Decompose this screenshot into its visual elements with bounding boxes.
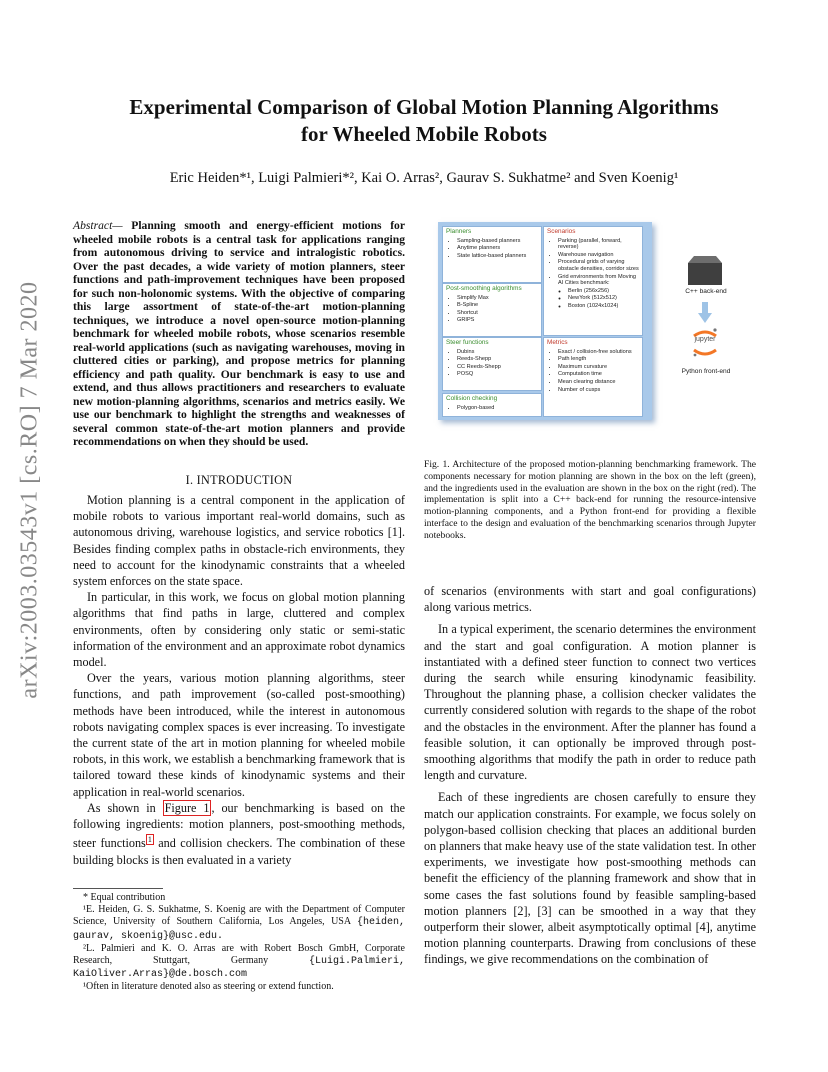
paper-title: [60, 94, 788, 148]
scenarios-box: [543, 226, 643, 336]
title-line-1: Experimental Comparison of Global Motion Planning Algorithms: [129, 95, 719, 119]
paragraph: In particular, in this work, we focus on global motion planning algorithms that find paths in large, cluttered and complex environments, often by considering only static or semi-static information of the environment and an approximate robot dynamics model.: [73, 590, 405, 670]
list-item: • Computation time: [558, 371, 642, 378]
box-heading: Post-smoothing algorithms: [446, 285, 522, 292]
list-item: • Number of cusps: [558, 387, 642, 394]
list-item: • Shortcut: [457, 310, 541, 317]
box-heading: Scenarios: [547, 228, 576, 235]
cpp-backend-icon: [688, 256, 722, 286]
box-heading: Metrics: [547, 339, 568, 346]
section-heading-introduction: I. INTRODUCTION: [185, 473, 293, 487]
list-item: • Procedural grids of varying obstacle densities, corridor sizes: [558, 259, 642, 272]
abstract-label: Abstract—: [73, 219, 123, 232]
list-item: • CC Reeds-Shepp: [457, 364, 541, 371]
footnote-equal: * Equal contribution: [83, 892, 166, 903]
figure-1-link[interactable]: Figure 1: [164, 800, 210, 815]
list-item: • Mean clearing distance: [558, 379, 642, 386]
footnote-steer: ¹Often in literature denoted also as steering or extend function.: [83, 981, 334, 993]
footnote-affiliation-1: [73, 904, 405, 943]
jupyter-label: jupyter: [694, 336, 716, 343]
arrow-down-icon: [698, 302, 712, 324]
box-heading: Planners: [446, 228, 472, 235]
text-run: ²L. Palmieri and K. O. Arras are with Robert Bosch GmbH, Corporate Research, Stuttgart, Germany: [73, 942, 405, 967]
text-run: Grid environments from Moving AI Cities benchmark:: [558, 273, 637, 287]
list-item: • Sampling-based planners: [457, 238, 541, 245]
list-item: • Warehouse navigation: [558, 252, 642, 259]
author-list: Eric Heiden*¹, Luigi Palmieri*², Kai O. Arras², Gaurav S. Sukhatme² and Sven Koenig¹: [169, 170, 679, 186]
email-link[interactable]: {heiden, gaurav, skoenig}@usc.edu.: [73, 917, 405, 942]
list-item: • GRIPS: [457, 317, 541, 324]
collision-checking-box: [442, 393, 542, 417]
steer-functions-box: [442, 337, 542, 391]
list-item: ◦ NewYork (512x512): [568, 295, 642, 302]
footnote-rule: [73, 888, 163, 889]
paragraph: In a typical experiment, the scenario determines the environment and the start and goal configuration. A motion planner is instantiated with a defined steer function to connect two vertices during the search while ensuring kinodynamic feasibility. Throughout the planning phase, a collision checker validates the currently considered solution with regards to the shape of the robot and the obstacles in the environment. After the planner has found a feasible solution, it can optionally be improved through post-smoothing algorithms that modify the path in order to reduce path length and curvature.: [424, 622, 756, 783]
email-link[interactable]: {Luigi.Palmieri, KaiOliver.Arras}@de.bosch.com: [73, 956, 405, 981]
list-item: • Dubins: [457, 349, 541, 356]
footnote-affiliation-2: [73, 943, 405, 982]
introduction-body: [73, 492, 405, 868]
list-item: • B-Spline: [457, 302, 541, 309]
paragraph: Each of these ingredients are chosen carefully to ensure they match our application constraints. For example, we focus solely on polygon-based collision checking that places an additional burden on planners that make heavy use of the state validation test. In other experiments, we investigate how post-smoothing methods can benefit the efficiency of the planning framework and show that in some cases the fast solutions found by feasible sampling-based motion planners [2], [3] can be smoothed in a way that they outperform their slower, albeit asymptotically optimal [4], anytime motion planning counterparts. Drawing from conclusions of these findings, we give recommendations on the combination of: [424, 790, 756, 967]
right-column-body: [424, 583, 756, 968]
footnotes: [73, 892, 405, 994]
title-line-2: for Wheeled Mobile Robots: [301, 122, 547, 146]
text-run: and collision checkers. The combination of these building blocks is then evaluated in a variety: [73, 836, 405, 867]
list-item: • Maximum curvature: [558, 364, 642, 371]
post-smoothing-box: [442, 283, 542, 337]
text-run: As shown in: [87, 800, 163, 815]
list-item: • POSQ: [457, 371, 541, 378]
metrics-box: [543, 337, 643, 417]
figure-1-caption: [424, 459, 756, 542]
list-item: • Path length: [558, 356, 642, 363]
paragraph: Over the years, various motion planning algorithms, steer functions, and path improvement (so-called post-smoothing) methods have been introduced, while the interest in autonomous robots navigating complex spaces is ever increasing. To investigate the current state of the art in motion planning for wheeled mobile robots, in this work, we establish a benchmarking framework that is tailored toward these kinds of kinodynamic systems and their application in real-world scenarios.: [73, 671, 405, 799]
list-item: • Parking (parallel, forward, reverse): [558, 238, 642, 251]
planners-box: [442, 226, 542, 283]
list-item: • Polygon-based: [457, 405, 541, 412]
list-item: [558, 274, 642, 310]
caption-text: Fig. 1. Architecture of the proposed motion-planning benchmarking framework. The components necessary for motion planning are shown in the box on the left (green), and the ingredients used in the evaluation are shown in the box on the right (red). The implementation is split into a C++ back-end for running the resource-intensive motion-planning components, and a Python front-end for providing a flexible interface to the design and evaluation of the benchmarking scenarios through Jupyter notebooks.: [424, 459, 756, 541]
abstract-text: Planning smooth and energy-efficient motions for wheeled mobile robots is a central task for applications ranging from autonomous driving to service and intralogistic robotics. Over the past decades, a wide variety of motion planners, steer functions and path-improvement techniques have been proposed for such non-holonomic systems. With the objective of comparing this large assortment of state-of-the-art motion-planning techniques, we introduce a novel open-source motion-planning benchmark for wheeled mobile robots, whose scenarios resemble real-world applications (such as navigating warehouses, moving in cluttered cities or parking), and propose metrics for planning efficiency and path quality. Our benchmark is easy to use and extend, and thus allows practitioners and researchers to evaluate new motion-planning algorithms, scenarios and metrics easily. We use our benchmark to highlight the strengths and weaknesses of several common state-of-the-art motion planners and provide recommendations on when they should be used.: [73, 219, 405, 448]
text-run: ¹E. Heiden, G. S. Sukhatme, S. Koenig are with the Department of Computer Science, University of Southern California, Los Angeles, USA: [73, 904, 405, 928]
list-item: • Simplify Max: [457, 295, 541, 302]
list-item: ◦ Boston (1024x1024): [568, 303, 642, 310]
list-item: • Anytime planners: [457, 245, 541, 252]
paragraph: Motion planning is a central component in the application of mobile robots to various important real-world domains, such as autonomous driving, warehouse logistics, and service robotics [1]. Besides finding complex paths in obstacle-rich environments, they need to account for the kinodynamic constraints that a wheeled system enforces on the state space.: [73, 493, 405, 589]
box-heading: Steer functions: [446, 339, 489, 346]
cpp-backend-label: C++ back-end: [685, 288, 727, 295]
list-item: ◦ Berlin (256x256): [568, 288, 642, 295]
list-item: • Reeds-Shepp: [457, 356, 541, 363]
figure-1: [438, 222, 748, 447]
arxiv-side-label: arXiv:2003.03543v1 [cs.RO] 7 Mar 2020: [16, 281, 43, 699]
list-item: • State lattice-based planners: [457, 253, 541, 260]
text-run: , our benchmarking is based on the following ingredients: motion planners, post-smoothing methods, steer functions: [73, 800, 405, 851]
paragraph: [73, 800, 405, 868]
paragraph: of scenarios (environments with start and goal configurations) along various metrics.: [424, 584, 756, 615]
list-item: • Exact / collision-free solutions: [558, 349, 642, 356]
box-heading: Collision checking: [446, 395, 498, 402]
footnote-1-link[interactable]: 1: [147, 835, 152, 845]
abstract: [73, 219, 405, 449]
python-frontend-label: Python front-end: [681, 368, 731, 375]
